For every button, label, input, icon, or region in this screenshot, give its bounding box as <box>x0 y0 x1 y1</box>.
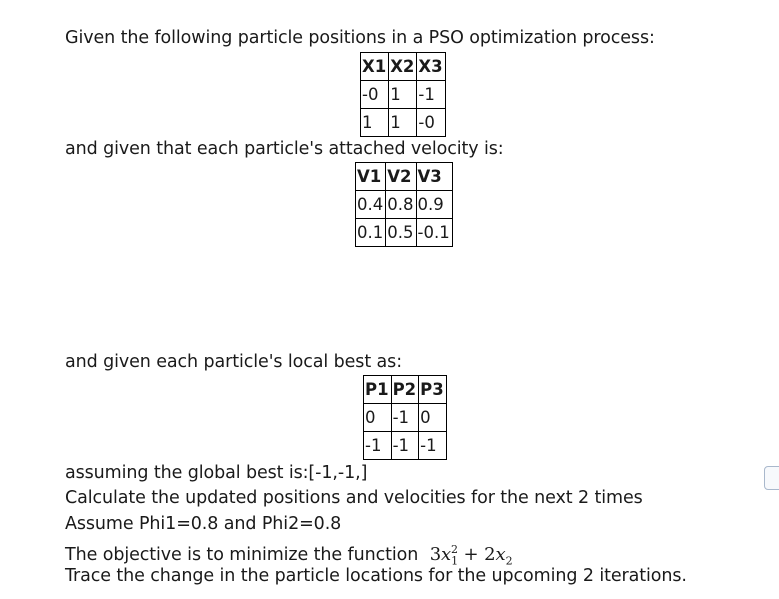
trace-text: Trace the change in the particle locations for the upcoming 2 iterations. <box>65 566 687 586</box>
positions-row-2 <box>361 109 446 137</box>
objective-formula <box>429 543 513 568</box>
calculate-text: Calculate the updated positions and velocities for the next 2 times <box>65 488 643 508</box>
objective-text: The objective is to minimize the function <box>65 545 419 565</box>
formula-sup1: 2 <box>451 543 458 556</box>
velocity-cell: 0.4 <box>356 191 386 219</box>
velocity-row-2 <box>356 219 453 247</box>
velocity-cell: 0.1 <box>356 219 386 247</box>
positions-cell: 1 <box>389 109 417 137</box>
velocity-cell: -0.1 <box>416 219 452 247</box>
side-scroll-handle[interactable] <box>764 466 779 490</box>
formula-sub1: 1 <box>451 554 459 568</box>
global-best-text: assuming the global best is:[-1,-1,] <box>65 463 368 483</box>
local-best-text: and given each particle's local best as: <box>65 352 402 372</box>
velocity-row-1 <box>356 191 453 219</box>
positions-row-1 <box>361 81 446 109</box>
assume-text: Assume Phi1=0.8 and Phi2=0.8 <box>65 514 342 534</box>
positions-cell: -1 <box>417 81 445 109</box>
local-best-table <box>363 375 447 460</box>
local-best-cell: -1 <box>364 432 392 460</box>
velocity-header-v2: V2 <box>386 163 416 191</box>
velocity-cell: 0.9 <box>416 191 452 219</box>
velocity-header-row <box>356 163 453 191</box>
intro-text: Given the following particle positions in a PSO optimization process: <box>65 28 655 48</box>
local-best-header-row <box>364 376 447 404</box>
local-best-header-p2: P2 <box>391 376 419 404</box>
local-best-row-1 <box>364 404 447 432</box>
local-best-header-p1: P1 <box>364 376 392 404</box>
positions-header-x3: X3 <box>417 53 445 81</box>
positions-cell: 1 <box>389 81 417 109</box>
positions-cell: 1 <box>361 109 389 137</box>
formula-var2: x <box>495 544 506 565</box>
positions-header-row <box>361 53 446 81</box>
local-best-header-p3: P3 <box>419 376 447 404</box>
local-best-cell: -1 <box>391 404 419 432</box>
formula-op: + <box>463 544 479 565</box>
local-best-cell: 0 <box>364 404 392 432</box>
positions-cell: -0 <box>361 81 389 109</box>
positions-header-x2: X2 <box>389 53 417 81</box>
local-best-cell: -1 <box>391 432 419 460</box>
formula-var1: x <box>441 544 452 565</box>
velocity-header-v1: V1 <box>356 163 386 191</box>
positions-cell: -0 <box>417 109 445 137</box>
positions-table <box>360 52 446 137</box>
local-best-cell: 0 <box>419 404 447 432</box>
velocity-cell: 0.5 <box>386 219 416 247</box>
formula-coef2: 2 <box>484 544 496 565</box>
velocity-cell: 0.8 <box>386 191 416 219</box>
velocity-table <box>355 162 453 247</box>
velocity-text: and given that each particle's attached velocity is: <box>65 139 504 159</box>
formula-sub2: 2 <box>505 554 513 568</box>
positions-header-x1: X1 <box>361 53 389 81</box>
velocity-header-v3: V3 <box>416 163 452 191</box>
local-best-cell: -1 <box>419 432 447 460</box>
local-best-row-2 <box>364 432 447 460</box>
formula-coef1: 3 <box>429 544 442 565</box>
